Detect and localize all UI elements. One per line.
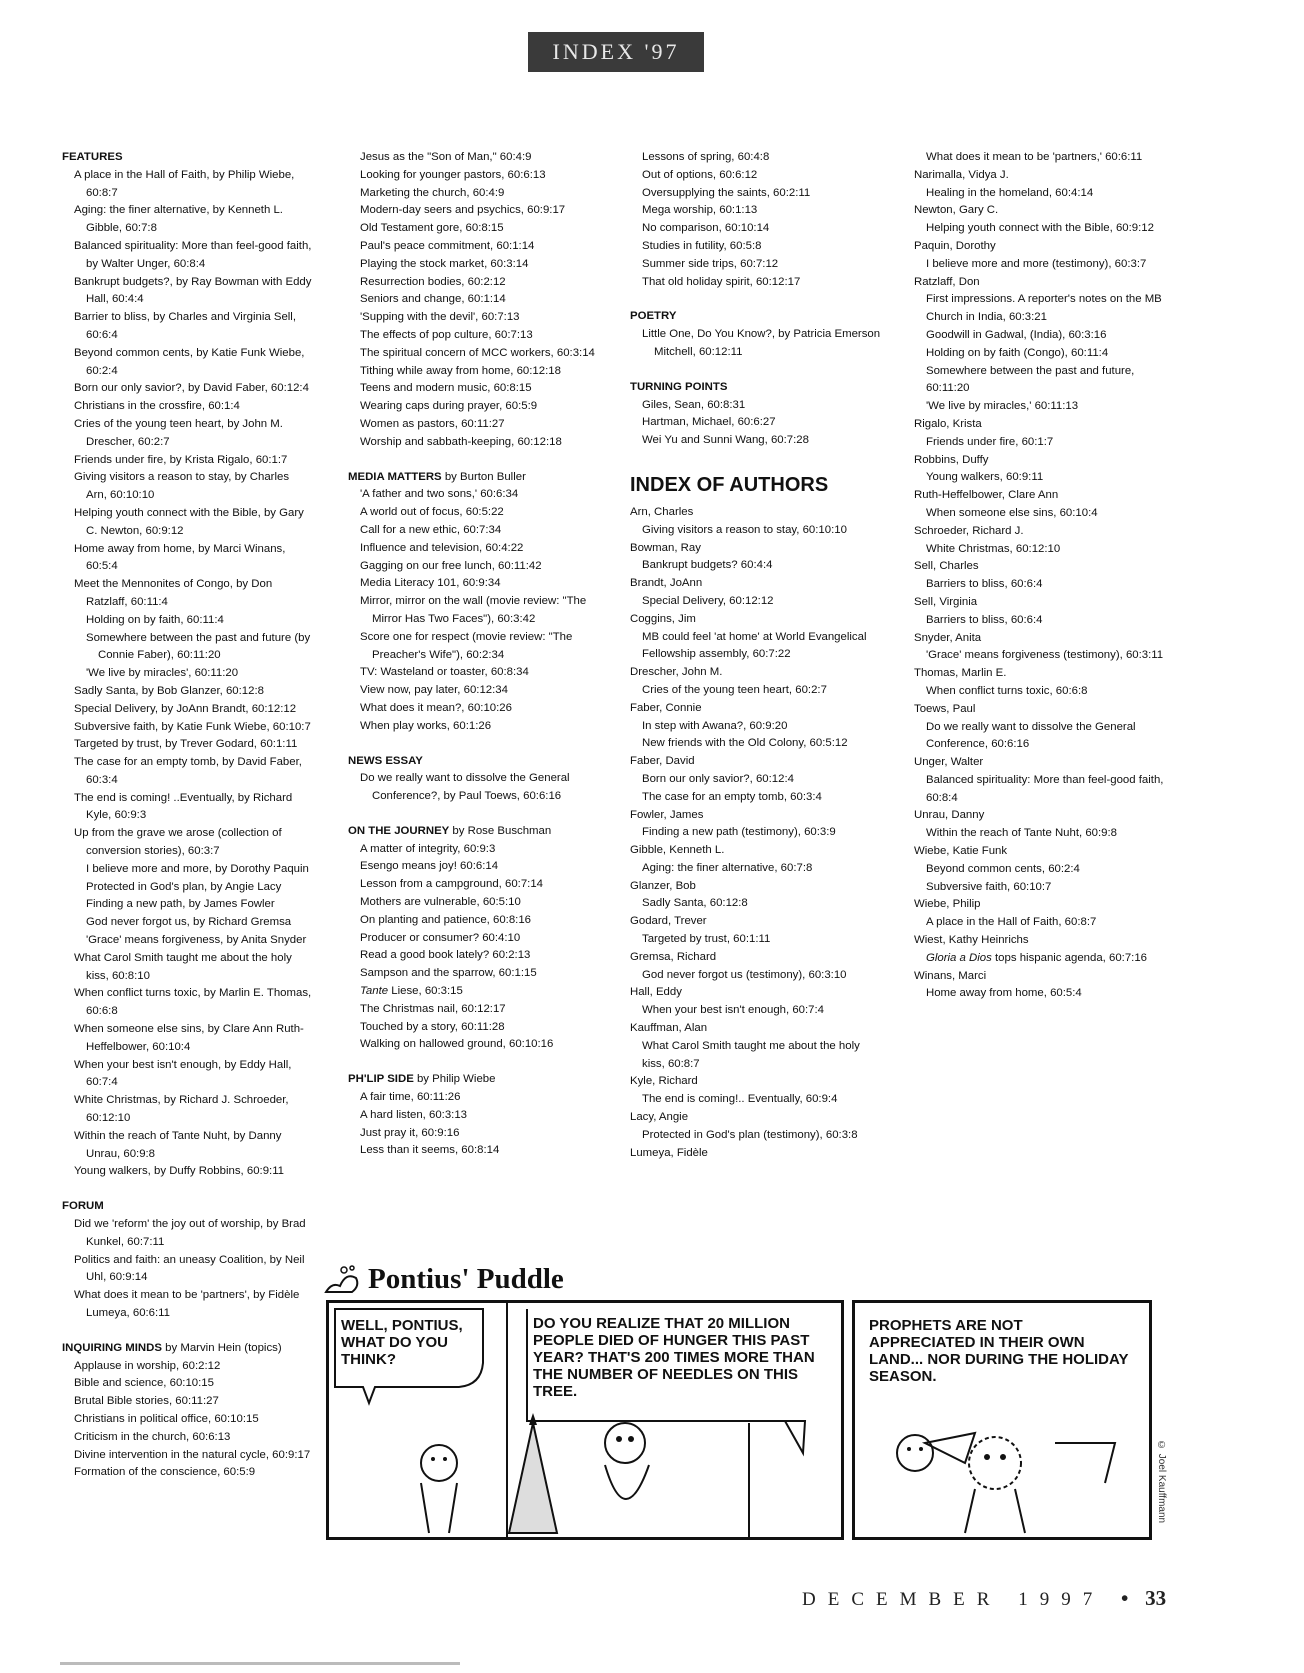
index-entry: Playing the stock market, 60:3:14 [360, 257, 529, 270]
author-article: Goodwill in Gadwal, (India), 60:3:16 [926, 328, 1107, 341]
author-article: The case for an empty tomb, 60:3:4 [642, 790, 822, 803]
index-entry: What does it mean to be 'partners', by Fidèle Lumeya, 60:6:11 [74, 1289, 300, 1319]
index-entry: Hartman, Michael, 60:6:27 [642, 416, 776, 429]
index-entry: Looking for younger pastors, 60:6:13 [360, 168, 546, 181]
entry-text: Liese, 60:3:15 [391, 985, 463, 998]
author-article: New friends with the Old Colony, 60:5:12 [642, 737, 848, 750]
section-heading [630, 379, 885, 397]
section-heading-byline: by Rose Buschman [449, 824, 552, 837]
author-name: Hall, Eddy [630, 986, 682, 999]
author-name: Kyle, Richard [630, 1075, 698, 1088]
index-entry: Christians in political office, 60:10:15 [74, 1412, 259, 1425]
author-name: Godard, Trever [630, 915, 707, 928]
index-entry: Applause in worship, 60:2:12 [74, 1359, 221, 1372]
entry-text: tops hispanic agenda, 60:7:16 [995, 951, 1148, 964]
author-article: Holding on by faith (Congo), 60:11:4 [926, 346, 1109, 359]
sub-entry: God never forgot us, by Richard Gremsa [86, 916, 292, 929]
author-name: Ruth-Heffelbower, Clare Ann [914, 489, 1059, 502]
index-entry: A fair time, 60:11:26 [360, 1091, 461, 1104]
author-article: White Christmas, 60:12:10 [926, 542, 1061, 555]
index-entry: A matter of integrity, 60:9:3 [360, 842, 496, 855]
author-article: When your best isn't enough, 60:7:4 [642, 1004, 825, 1017]
index-entry: Tithing while away from home, 60:12:18 [360, 364, 561, 377]
author-name: Gremsa, Richard [630, 950, 717, 963]
index-entry: That old holiday spirit, 60:12:17 [642, 275, 801, 288]
index-entry: Jesus as the "Son of Man," 60:4:9 [360, 151, 532, 163]
index-entry: TV: Wasteland or toaster, 60:8:34 [360, 666, 529, 679]
index-entry: No comparison, 60:10:14 [642, 222, 770, 235]
index-entry: Lessons of spring, 60:4:8 [642, 151, 770, 163]
author-name: Unger, Walter [914, 756, 984, 769]
comic-title-text: Pontius' Puddle [368, 1262, 564, 1295]
section-heading-title: INQUIRING MINDS [62, 1341, 162, 1354]
author-article: Finding a new path (testimony), 60:3:9 [642, 826, 836, 839]
page-footer [802, 1586, 1166, 1611]
index-entry: The spiritual concern of MCC workers, 60:3:14 [360, 346, 595, 359]
index-entry: The case for an empty tomb, by David Faber, 60:3:4 [74, 756, 302, 786]
author-article: What Carol Smith taught me about the holy kiss, 60:8:7 [642, 1039, 860, 1070]
author-name: Kauffman, Alan [630, 1022, 708, 1035]
index-entry: Did we 'reform' the joy out of worship, by Brad Kunkel, 60:7:11 [74, 1218, 306, 1248]
sub-entry: I believe more and more, by Dorothy Paquin [86, 862, 309, 875]
author-name: Sell, Virginia [914, 595, 978, 608]
index-entry: Sampson and the sparrow, 60:1:15 [360, 967, 537, 980]
index-entry: On planting and patience, 60:8:16 [360, 913, 531, 926]
index-entry: Barrier to bliss, by Charles and Virginia Sell, 60:6:4 [74, 311, 297, 341]
index-entry: Aging: the finer alternative, by Kenneth L. Gibble, 60:7:8 [74, 204, 283, 235]
index-entry: The end is coming! ..Eventually, by Richard Kyle, 60:9:3 [74, 791, 293, 822]
author-article: Bankrupt budgets? 60:4:4 [642, 559, 773, 572]
author-article: Barriers to bliss, 60:6:4 [926, 613, 1043, 626]
index-entry: Helping youth connect with the Bible, by Gary C. Newton, 60:9:12 [74, 506, 304, 537]
section-heading-byline: by Marvin Hein (topics) [162, 1341, 282, 1354]
index-header-title: INDEX '97 [552, 39, 680, 64]
entry-italic-part: Gloria a Dios [926, 951, 992, 964]
author-name: Narimalla, Vidya J. [914, 168, 1009, 181]
author-article: Cries of the young teen heart, 60:2:7 [642, 683, 827, 696]
index-entry: Esengo means joy! 60:6:14 [360, 860, 499, 873]
index-entry: Balanced spirituality: More than feel-good faith, by Walter Unger, 60:8:4 [74, 239, 312, 270]
index-entry: Divine intervention in the natural cycle, 60:9:17 [74, 1448, 311, 1461]
index-entry: The effects of pop culture, 60:7:13 [360, 328, 533, 341]
index-entry: Brutal Bible stories, 60:11:27 [74, 1395, 219, 1408]
section-heading-title: ON THE JOURNEY [348, 824, 450, 837]
comic-panel-2-bubble: PROPHETS ARE NOT APPRECIATED IN THEIR OWN LAND... NOR DURING THE HOLIDAY SEASON. [869, 1317, 1129, 1385]
index-entry: When your best isn't enough, by Eddy Hall, 60:7:4 [74, 1058, 292, 1089]
index-entry: Little One, Do You Know?, by Patricia Emerson Mitchell, 60:12:11 [642, 328, 881, 358]
index-entry: What Carol Smith taught me about the holy kiss, 60:8:10 [74, 951, 292, 982]
index-entry: Modern-day seers and psychics, 60:9:17 [360, 204, 566, 217]
section-heading-title: PH'LIP SIDE [348, 1073, 414, 1086]
author-name: Lumeya, Fidèle [630, 1146, 708, 1159]
index-column-4 [914, 149, 1174, 1003]
author-article: Friends under fire, 60:1:7 [926, 435, 1054, 448]
author-article: Somewhere between the past and future, 60:11:20 [926, 364, 1135, 395]
index-entry: A world out of focus, 60:5:22 [360, 506, 504, 519]
index-entry: Within the reach of Tante Nuht, by Danny Unrau, 60:9:8 [74, 1129, 282, 1160]
index-entry: 'A father and two sons,' 60:6:34 [360, 488, 519, 501]
index-entry: Women as pastors, 60:11:27 [360, 417, 505, 430]
index-entry: Cries of the young teen heart, by John M. Drescher, 60:2:7 [74, 417, 283, 448]
index-entry: When play works, 60:1:26 [360, 719, 492, 732]
index-entry: Targeted by trust, by Trever Godard, 60:1:11 [74, 738, 298, 751]
index-entry: Marketing the church, 60:4:9 [360, 186, 505, 199]
index-entry [348, 983, 598, 1001]
index-column-3 [630, 149, 885, 1162]
index-header-box [528, 32, 704, 72]
index-entry: Studies in futility, 60:5:8 [642, 239, 762, 252]
index-entry: Born our only savior?, by David Faber, 60:12:4 [74, 382, 309, 395]
index-entry: Up from the grave we arose (collection of conversion stories), 60:3:7 [74, 827, 282, 858]
index-entry: Do we really want to dissolve the General Conference?, by Paul Toews, 60:6:16 [360, 772, 570, 803]
index-entry: 'Supping with the devil', 60:7:13 [360, 311, 520, 324]
section-heading [348, 1071, 598, 1089]
author-name: Schroeder, Richard J. [914, 524, 1024, 537]
index-entry: Resurrection bodies, 60:2:12 [360, 275, 506, 288]
author-name: Arn, Charles [630, 505, 694, 518]
index-entry: Score one for respect (movie review: "The Preacher's Wife"), 60:2:34 [360, 630, 573, 661]
author-name: Lacy, Angie [630, 1111, 689, 1124]
section-heading [62, 1198, 312, 1216]
index-entry: Home away from home, by Marci Winans, 60:5:4 [74, 542, 286, 573]
comic-panel-1-bubble-right: DO YOU REALIZE THAT 20 MILLION PEOPLE DIED OF HUNGER THIS PAST YEAR? THAT'S 200 TIMES MORE THAN THE NUMBER OF NEEDLES ON THIS TREE. [533, 1315, 815, 1400]
index-entry: Criticism in the church, 60:6:13 [74, 1430, 231, 1443]
index-entry: Gagging on our free lunch, 60:11:42 [360, 559, 542, 572]
author-name: Unrau, Danny [914, 809, 985, 822]
index-entry: Paul's peace commitment, 60:1:14 [360, 239, 535, 252]
sub-entry: 'Grace' means forgiveness, by Anita Snyder [86, 934, 307, 947]
author-article: Special Delivery, 60:12:12 [642, 594, 774, 607]
index-entry: Bankrupt budgets?, by Ray Bowman with Eddy Hall, 60:4:4 [74, 275, 312, 306]
section-heading [62, 1340, 312, 1358]
author-name: Winans, Marci [914, 969, 987, 982]
author-article: God never forgot us (testimony), 60:3:10 [642, 968, 847, 981]
author-article: Sadly Santa, 60:12:8 [642, 897, 748, 910]
section-heading [348, 469, 598, 487]
author-name: Faber, David [630, 755, 695, 768]
index-entry: Giving visitors a reason to stay, by Charles Arn, 60:10:10 [74, 471, 290, 502]
author-article: Helping youth connect with the Bible, 60:9:12 [926, 222, 1154, 235]
author-article: Within the reach of Tante Nuht, 60:9:8 [926, 827, 1118, 840]
author-article: Born our only savior?, 60:12:4 [642, 772, 794, 785]
section-heading-byline: by Philip Wiebe [413, 1073, 496, 1086]
index-entry: Seniors and change, 60:1:14 [360, 293, 506, 306]
index-entry: A place in the Hall of Faith, by Philip Wiebe, 60:8:7 [74, 168, 295, 199]
index-entry: A hard listen, 60:3:13 [360, 1108, 468, 1121]
index-entry: Summer side trips, 60:7:12 [642, 257, 779, 270]
author-article: Subversive faith, 60:10:7 [926, 880, 1052, 893]
author-article: First impressions. A reporter's notes on the MB Church in India, 60:3:21 [926, 293, 1162, 324]
author-name: Brandt, JoAnn [630, 577, 703, 590]
author-article: A place in the Hall of Faith, 60:8:7 [926, 916, 1097, 929]
index-entry: Out of options, 60:6:12 [642, 168, 758, 181]
index-entry: White Christmas, by Richard J. Schroeder, 60:12:10 [74, 1094, 289, 1125]
index-entry: Young walkers, by Duffy Robbins, 60:9:11 [74, 1165, 285, 1178]
sub-entry: Protected in God's plan, by Angie Lacy [86, 880, 282, 893]
index-entry: Christians in the crossfire, 60:1:4 [74, 400, 240, 413]
index-entry: Mirror, mirror on the wall (movie review: "The Mirror Has Two Faces"), 60:3:42 [360, 595, 587, 625]
bottom-rule [60, 1662, 460, 1665]
author-article: MB could feel 'at home' at World Evangelical Fellowship assembly, 60:7:22 [642, 630, 867, 661]
author-name: Coggins, Jim [630, 612, 696, 625]
index-entry: Wei Yu and Sunni Wang, 60:7:28 [642, 434, 809, 447]
section-heading [630, 308, 885, 326]
index-entry: Call for a new ethic, 60:7:34 [360, 523, 502, 536]
author-name: Faber, Connie [630, 701, 702, 714]
author-name: Gibble, Kenneth L. [630, 844, 725, 857]
author-article: Giving visitors a reason to stay, 60:10:10 [642, 523, 847, 536]
section-heading-title: MEDIA MATTERS [348, 470, 442, 483]
index-entry: Meet the Mennonites of Congo, by Don Ratzlaff, 60:11:4 [74, 578, 273, 608]
index-entry: View now, pay later, 60:12:34 [360, 684, 508, 697]
index-entry: Touched by a story, 60:11:28 [360, 1020, 505, 1033]
index-entry: Walking on hallowed ground, 60:10:16 [360, 1038, 554, 1051]
index-entry: Special Delivery, by JoAnn Brandt, 60:12:12 [74, 702, 297, 715]
index-entry: Subversive faith, by Katie Funk Wiebe, 60:10:7 [74, 720, 311, 733]
sub-entry: Holding on by faith, 60:11:4 [86, 613, 224, 626]
index-entry: Lesson from a campground, 60:7:14 [360, 878, 543, 891]
comic-title [322, 1262, 564, 1296]
author-name: Fowler, James [630, 808, 704, 821]
section-heading-title: TURNING POINTS [630, 380, 728, 393]
sub-entry: Finding a new path, by James Fowler [86, 898, 275, 911]
author-name: Paquin, Dorothy [914, 239, 996, 252]
author-article: Home away from home, 60:5:4 [926, 987, 1082, 1000]
author-name: Wiest, Kathy Heinrichs [914, 934, 1029, 947]
index-entry: When conflict turns toxic, by Marlin E. Thomas, 60:6:8 [74, 987, 312, 1018]
index-entry: The Christmas nail, 60:12:17 [360, 1002, 506, 1015]
author-name: Wiebe, Katie Funk [914, 845, 1008, 858]
author-article: Targeted by trust, 60:1:11 [642, 933, 771, 946]
section-heading [348, 823, 598, 841]
section-heading [62, 149, 312, 167]
section-heading-title: FEATURES [62, 151, 123, 163]
author-name: Ratzlaff, Don [914, 275, 980, 288]
index-entry: Politics and faith: an uneasy Coalition, by Neil Uhl, 60:9:14 [74, 1253, 305, 1284]
index-entry: Just pray it, 60:9:16 [360, 1126, 460, 1139]
index-of-authors-heading: INDEX OF AUTHORS [630, 473, 829, 496]
comic-credit: © Joel Kauffmann [1156, 1440, 1167, 1524]
author-name: Snyder, Anita [914, 631, 982, 644]
author-article: Barriers to bliss, 60:6:4 [926, 578, 1043, 591]
index-entry: Giles, Sean, 60:8:31 [642, 398, 746, 411]
index-entry: Less than it seems, 60:8:14 [360, 1144, 500, 1157]
footer-bullet: • [1120, 1586, 1129, 1610]
author-article: 'We live by miracles,' 60:11:13 [926, 400, 1079, 413]
author-name: Drescher, John M. [630, 666, 723, 679]
section-heading-title: POETRY [630, 310, 677, 323]
section-heading-title: FORUM [62, 1200, 104, 1213]
index-entry: Mega worship, 60:1:13 [642, 204, 758, 217]
author-article: What does it mean to be 'partners,' 60:6:11 [926, 151, 1143, 163]
comic-panel-1-bubble-left: WELL, PONTIUS, WHAT DO YOU THINK? [341, 1317, 463, 1368]
index-entry: What does it mean?, 60:10:26 [360, 701, 512, 714]
index-entry: Friends under fire, by Krista Rigalo, 60:1:7 [74, 453, 288, 466]
index-entry: Producer or consumer? 60:4:10 [360, 931, 521, 944]
author-name: Wiebe, Philip [914, 898, 981, 911]
index-entry: Beyond common cents, by Katie Funk Wiebe, 60:2:4 [74, 346, 305, 377]
section-heading-title: NEWS ESSAY [348, 754, 423, 767]
index-column-2 [348, 149, 598, 1160]
author-name: Newton, Gary C. [914, 204, 999, 217]
index-entry: Media Literacy 101, 60:9:34 [360, 577, 501, 590]
author-article: Beyond common cents, 60:2:4 [926, 862, 1080, 875]
footer-page-number: 33 [1145, 1586, 1167, 1610]
index-entry: Wearing caps during prayer, 60:5:9 [360, 400, 538, 413]
author-article: Aging: the finer alternative, 60:7:8 [642, 861, 813, 874]
author-article: When conflict turns toxic, 60:6:8 [926, 684, 1088, 697]
index-entry: Oversupplying the saints, 60:2:11 [642, 186, 811, 199]
index-entry: Influence and television, 60:4:22 [360, 541, 524, 554]
author-article: 'Grace' means forgiveness (testimony), 60:3:11 [926, 649, 1164, 662]
section-heading [348, 753, 598, 771]
index-entry: Read a good book lately? 60:2:13 [360, 949, 531, 962]
index-entry: Mothers are vulnerable, 60:5:10 [360, 896, 521, 909]
author-name: Glanzer, Bob [630, 879, 696, 892]
footer-month-year: DECEMBER 1997 [802, 1589, 1105, 1610]
index-entry: When someone else sins, by Clare Ann Ruth-Heffelbower, 60:10:4 [74, 1023, 304, 1053]
index-entry: Sadly Santa, by Bob Glanzer, 60:12:8 [74, 684, 264, 697]
index-entry: Bible and science, 60:10:15 [74, 1377, 214, 1390]
author-name: Rigalo, Krista [914, 417, 982, 430]
index-entry: Worship and sabbath-keeping, 60:12:18 [360, 435, 562, 448]
section-heading-byline: by Burton Buller [441, 470, 526, 483]
author-article [914, 950, 1174, 968]
index-entry: Formation of the conscience, 60:5:9 [74, 1466, 256, 1479]
author-article: Healing in the homeland, 60:4:14 [926, 186, 1094, 199]
index-entry: Teens and modern music, 60:8:15 [360, 382, 532, 395]
author-article: In step with Awana?, 60:9:20 [642, 719, 788, 732]
puddle-logo-icon [322, 1262, 362, 1296]
author-article: Balanced spirituality: More than feel-good faith, 60:8:4 [926, 773, 1164, 804]
author-name: Bowman, Ray [630, 541, 701, 554]
sub-entry: 'We live by miracles', 60:11:20 [86, 667, 239, 680]
author-article: Protected in God's plan (testimony), 60:3:8 [642, 1128, 858, 1141]
entry-italic-part: Tante [360, 985, 389, 998]
author-name: Toews, Paul [914, 702, 976, 715]
author-name: Thomas, Marlin E. [914, 667, 1007, 680]
sub-entry: Somewhere between the past and future (by Connie Faber), 60:11:20 [86, 631, 311, 662]
index-entry: Old Testament gore, 60:8:15 [360, 222, 504, 235]
author-article: The end is coming!.. Eventually, 60:9:4 [642, 1093, 838, 1106]
author-name: Robbins, Duffy [914, 453, 989, 466]
author-name: Sell, Charles [914, 560, 979, 573]
comic-panel-1 [326, 1300, 844, 1540]
comic-panel-2 [852, 1300, 1152, 1540]
author-article: When someone else sins, 60:10:4 [926, 506, 1098, 519]
index-column-1 [62, 149, 312, 1482]
author-article: Do we really want to dissolve the General Conference, 60:6:16 [926, 720, 1136, 751]
author-article: I believe more and more (testimony), 60:3:7 [926, 257, 1147, 270]
author-article: Young walkers, 60:9:11 [926, 471, 1044, 484]
